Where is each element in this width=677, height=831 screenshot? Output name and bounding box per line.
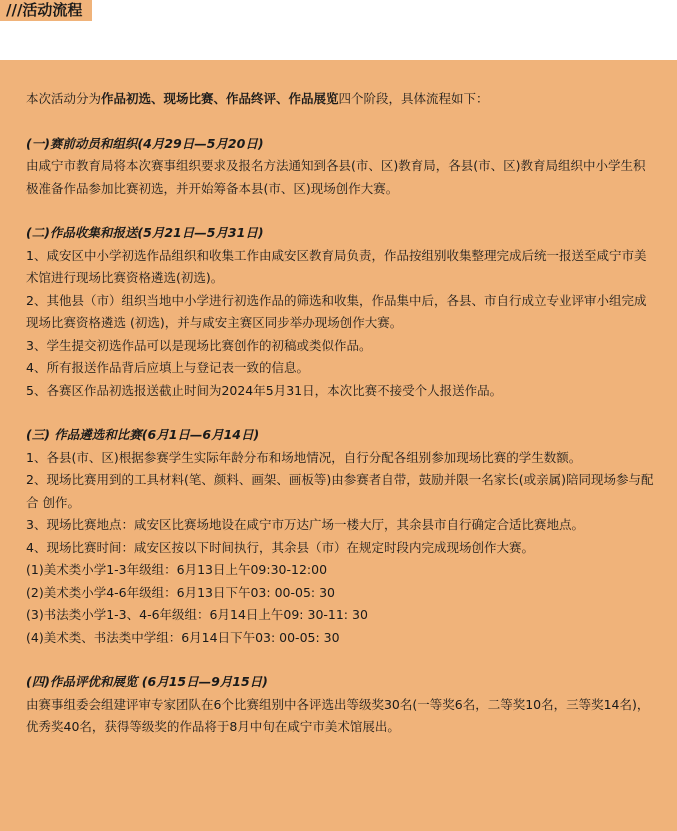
section-4-text: 由赛事组委会组建评审专家团队在6个比赛组别中各评选出等级奖30名(一等奖6名，二等奖10名，三等奖14名)，优秀奖40名，获得等级奖的作品将于8月中旬在咸宁市美术馆展出。	[26, 696, 650, 734]
section-3-item: 2、现场比赛用到的工具材料(笔、颜料、画架、画板等)由参赛者自带，鼓励并限一名家长(或亲属)陪同现场参与配合 创作。	[26, 472, 654, 510]
intro-paragraph	[26, 88, 656, 111]
schedule-item: (1)美术类小学1-3年级组：6月13日上午09:30-12:00	[26, 562, 328, 577]
section-1-text: 由咸宁市教育局将本次赛事组织要求及报名方法通知到各县(市、区)教育局，各县(市、区)教育局组织中小学生积极准备作品参加比赛初选，并开始筹备本县(市、区)现场创作大赛。	[26, 158, 646, 196]
schedule-item: (2)美术类小学4-6年级组：6月13日下午03: 00-05: 30	[26, 584, 335, 600]
section-2-item: 3、学生提交初选作品可以是现场比赛创作的初稿或类似作品。	[26, 337, 372, 353]
section-header: ///活动流程	[0, 0, 92, 21]
schedule-item: (3)书法类小学1-3、4-6年级组：6月14日上午09: 30-11: 30	[26, 607, 368, 622]
intro-suffix: 四个阶段，具体流程如下：	[338, 91, 489, 106]
section-3-item: 4、现场比赛时间：咸安区按以下时间执行，其余县（市）在规定时段内完成现场创作大赛。	[26, 539, 534, 555]
schedule-item: (4)美术类、书法类中学组：6月14日下午03: 00-05: 30	[26, 629, 340, 645]
intro-stages: 作品初选、现场比赛、作品终评、作品展览	[101, 91, 339, 106]
section-2-item: 2、其他县（市）组织当地中小学进行初选作品的筛选和收集，作品集中后，各县、市自行成立专业评审小组完成现场比赛资格遴选 (初选)，并与咸安主赛区同步举办现场创作大赛。	[26, 292, 647, 330]
section-4-title: (四)作品评优和展览 (6月15日—9月15日)	[26, 674, 268, 689]
section-3-item: 3、现场比赛地点：咸安区比赛场地设在咸宁市万达广场一楼大厅，其余县市自行确定合适比赛地点。	[26, 517, 584, 532]
activity-flow-content	[26, 88, 656, 739]
intro-prefix: 本次活动分为	[26, 91, 102, 106]
section-2-item: 4、所有报送作品背后应填上与登记表一致的信息。	[26, 360, 309, 375]
section-2-item: 5、各赛区作品初选报送截止时间为2024年5月31日，本次比赛不接受个人报送作品。	[26, 382, 503, 398]
section-1-title: (一)赛前动员和组织(4月29日—5月20日)	[26, 135, 264, 151]
section-3-title: (三) 作品遴选和比赛(6月1日—6月14日)	[26, 427, 260, 442]
section-2-title: (二)作品收集和报送(5月21日—5月31日)	[26, 225, 264, 240]
section-3-item: 1、各县(市、区)根据参赛学生实际年龄分布和场地情况，自行分配各组别参加现场比赛的学生数额。	[26, 449, 582, 465]
section-2-item: 1、咸安区中小学初选作品组织和收集工作由咸安区教育局负责，作品按组别收集整理完成后统一报送至咸宁市美术馆进行现场比赛资格遴选(初选)。	[26, 247, 647, 285]
activity-flow-panel	[0, 60, 677, 831]
